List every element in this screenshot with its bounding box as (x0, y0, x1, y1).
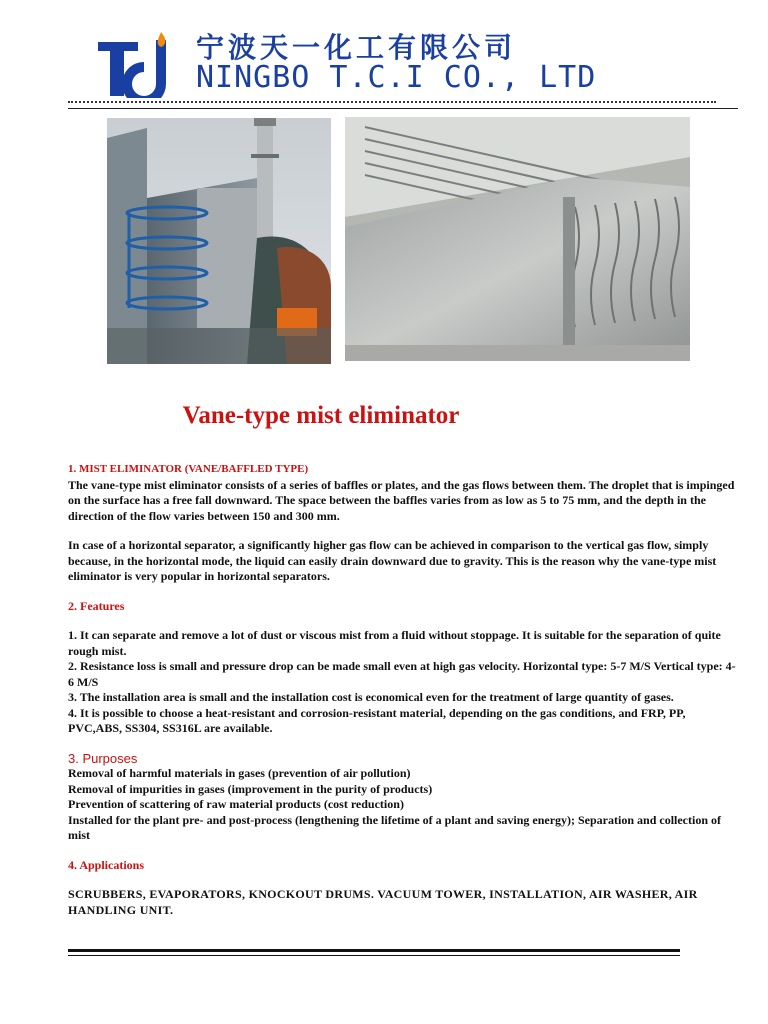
footer-divider-thick (68, 949, 680, 952)
dotted-divider (68, 101, 716, 103)
document-body (68, 462, 736, 918)
footer-divider-thin (68, 955, 680, 956)
document-title: Vane-type mist eliminator (182, 402, 460, 429)
company-name-chinese: 宁波天一化工有限公司 (196, 31, 517, 64)
vane-plates-photo (345, 117, 690, 361)
purpose-item: Removal of harmful materials in gases (prevention of air pollution) (68, 766, 411, 780)
feature-item: 3. The installation area is small and the installation cost is economical even for the treatment of large quantity of gases. (68, 690, 674, 704)
section-1-paragraph-2: In case of a horizontal separator, a significantly higher gas flow can be achieved in comparison to the vertical gas flow, simply because, in the horizontal mode, the liquid can easily drain downward due to gravity. This is the reason why the vane-type mist eliminator is very popular in horizontal separators. (68, 538, 717, 583)
purpose-item: Installed for the plant pre- and post-process (lengthening the lifetime of a plant and saving energy); Separation and collection of mist (68, 812, 722, 842)
feature-item: 4. It is possible to choose a heat-resistant and corrosion-resistant material, depending on the gas conditions, and FRP, PP, PVC,ABS, SS304, SS316L are available. (68, 705, 686, 735)
feature-item: 2. Resistance loss is small and pressure drop can be made small even at high gas velocity. Horizontal type: 5-7 M/S Vertical type: 4-6 M/S (68, 659, 736, 689)
section-3-heading: 3. Purposes (68, 750, 138, 766)
tower-installation-photo (107, 118, 331, 364)
purpose-item: Removal of impurities in gases (improvement in the purity of products) (68, 781, 433, 796)
flame-icon (158, 32, 166, 47)
section-1-heading: 1. MIST ELIMINATOR (VANE/BAFFLED TYPE) (68, 463, 309, 475)
letterhead (0, 0, 768, 112)
applications-text: SCRUBBERS, EVAPORATORS, KNOCKOUT DRUMS. VACUUM TOWER, INSTALLATION, AIR WASHER, AIR HANDLING UNIT. (68, 887, 698, 917)
section-4-heading: 4. Applications (68, 857, 145, 872)
section-1-paragraph-1: The vane-type mist eliminator consists of a series of baffles or plates, and the gas flows between them. The droplet that is impinged on the surface has a free fall downward. The space between the baffles varies from as low as 5 to 75 mm, and the depth in the direction of the flow varies between 150 and 300 mm. (68, 477, 735, 523)
header-divider (68, 108, 738, 109)
company-name-english: NINGBO T.C.I CO., LTD (196, 60, 597, 95)
company-logo (98, 32, 176, 98)
purpose-item: Prevention of scattering of raw material products (cost reduction) (68, 797, 404, 811)
feature-item: 1. It can separate and remove a lot of dust or viscous mist from a fluid without stoppage. It is suitable for the separation of quite rough mist. (68, 628, 721, 658)
section-2-heading: 2. Features (68, 598, 125, 613)
